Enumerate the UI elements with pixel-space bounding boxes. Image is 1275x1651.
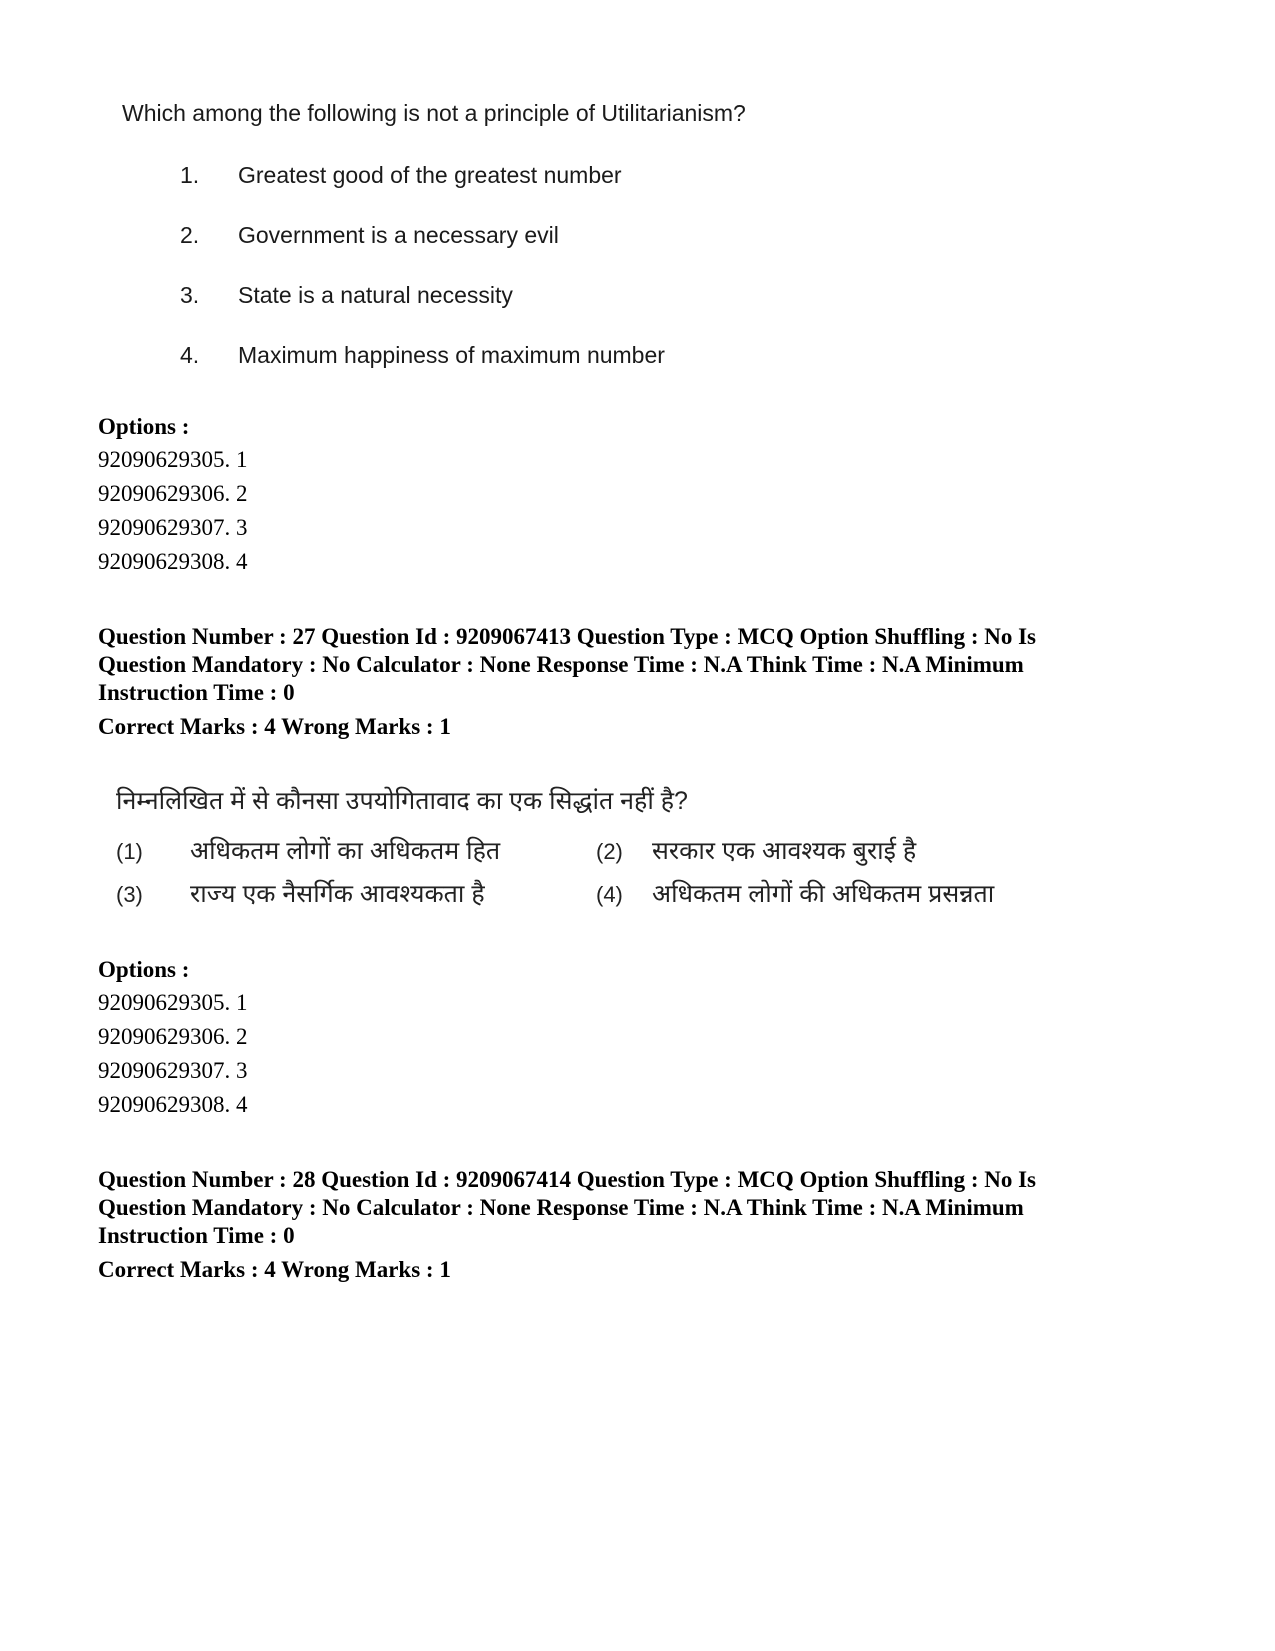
question-26-options — [98, 411, 1178, 579]
item-text: Maximum happiness of maximum number — [238, 342, 665, 368]
question-meta-line: Instruction Time : 0 — [98, 680, 295, 705]
question-27-options — [98, 954, 1178, 1122]
question-item — [180, 162, 622, 189]
hindi-option — [596, 876, 994, 910]
option-item: 92090629306. 2 — [98, 1024, 248, 1049]
question-item — [180, 222, 559, 249]
option-item: 92090629307. 3 — [98, 1058, 248, 1083]
option-item: 92090629305. 1 — [98, 990, 248, 1015]
question-item — [180, 342, 665, 369]
question-meta-line: Instruction Time : 0 — [98, 1223, 295, 1248]
option-item: 92090629306. 2 — [98, 481, 248, 506]
options-label: Options : — [98, 414, 190, 439]
question-28-header — [98, 1166, 1178, 1284]
item-number: 1. — [180, 162, 200, 188]
question-item — [180, 282, 513, 309]
options-label: Options : — [98, 957, 190, 982]
item-number: 2. — [180, 222, 200, 248]
question-marks: Correct Marks : 4 Wrong Marks : 1 — [98, 1257, 451, 1282]
hindi-option-number: (2) — [596, 839, 623, 864]
option-item: 92090629308. 4 — [98, 1092, 248, 1117]
hindi-option — [116, 876, 485, 910]
item-text: Greatest good of the greatest number — [238, 162, 622, 188]
question-text: Which among the following is not a principle of Utilitarianism? — [122, 100, 746, 126]
option-item: 92090629305. 1 — [98, 447, 248, 472]
hindi-option-text: अधिकतम लोगों की अधिकतम प्रसन्नता — [652, 880, 995, 908]
hindi-option-number: (3) — [116, 882, 143, 907]
item-number: 4. — [180, 342, 200, 368]
question-text-hindi: निम्नलिखित में से कौनसा उपयोगितावाद का एक सिद्धांत नहीं है? — [116, 787, 688, 815]
question-meta-line: Question Mandatory : No Calculator : None Response Time : N.A Think Time : N.A Minimum — [98, 652, 1024, 677]
question-meta-line: Question Number : 28 Question Id : 9209067414 Question Type : MCQ Option Shuffling : No Is — [98, 1167, 1037, 1192]
question-27-hindi — [116, 783, 1116, 908]
hindi-option-number: (4) — [596, 882, 623, 907]
question-27-header — [98, 623, 1178, 741]
hindi-option-text: राज्य एक नैसर्गिक आवश्यकता है — [190, 880, 485, 908]
question-marks: Correct Marks : 4 Wrong Marks : 1 — [98, 714, 451, 739]
hindi-option-text: अधिकतम लोगों का अधिकतम हित — [190, 837, 501, 865]
item-text: Government is a necessary evil — [238, 222, 559, 248]
hindi-option-text: सरकार एक आवश्यक बुराई है — [652, 837, 917, 865]
hindi-option — [596, 833, 916, 867]
question-meta-line: Question Number : 27 Question Id : 9209067413 Question Type : MCQ Option Shuffling : No Is — [98, 624, 1037, 649]
hindi-option — [116, 833, 500, 867]
option-item: 92090629307. 3 — [98, 515, 248, 540]
question-26-english — [122, 100, 1022, 368]
hindi-option-number: (1) — [116, 839, 143, 864]
option-item: 92090629308. 4 — [98, 549, 248, 574]
item-text: State is a natural necessity — [238, 282, 513, 308]
item-number: 3. — [180, 282, 200, 308]
question-meta-line: Question Mandatory : No Calculator : None Response Time : N.A Think Time : N.A Minimum — [98, 1195, 1024, 1220]
